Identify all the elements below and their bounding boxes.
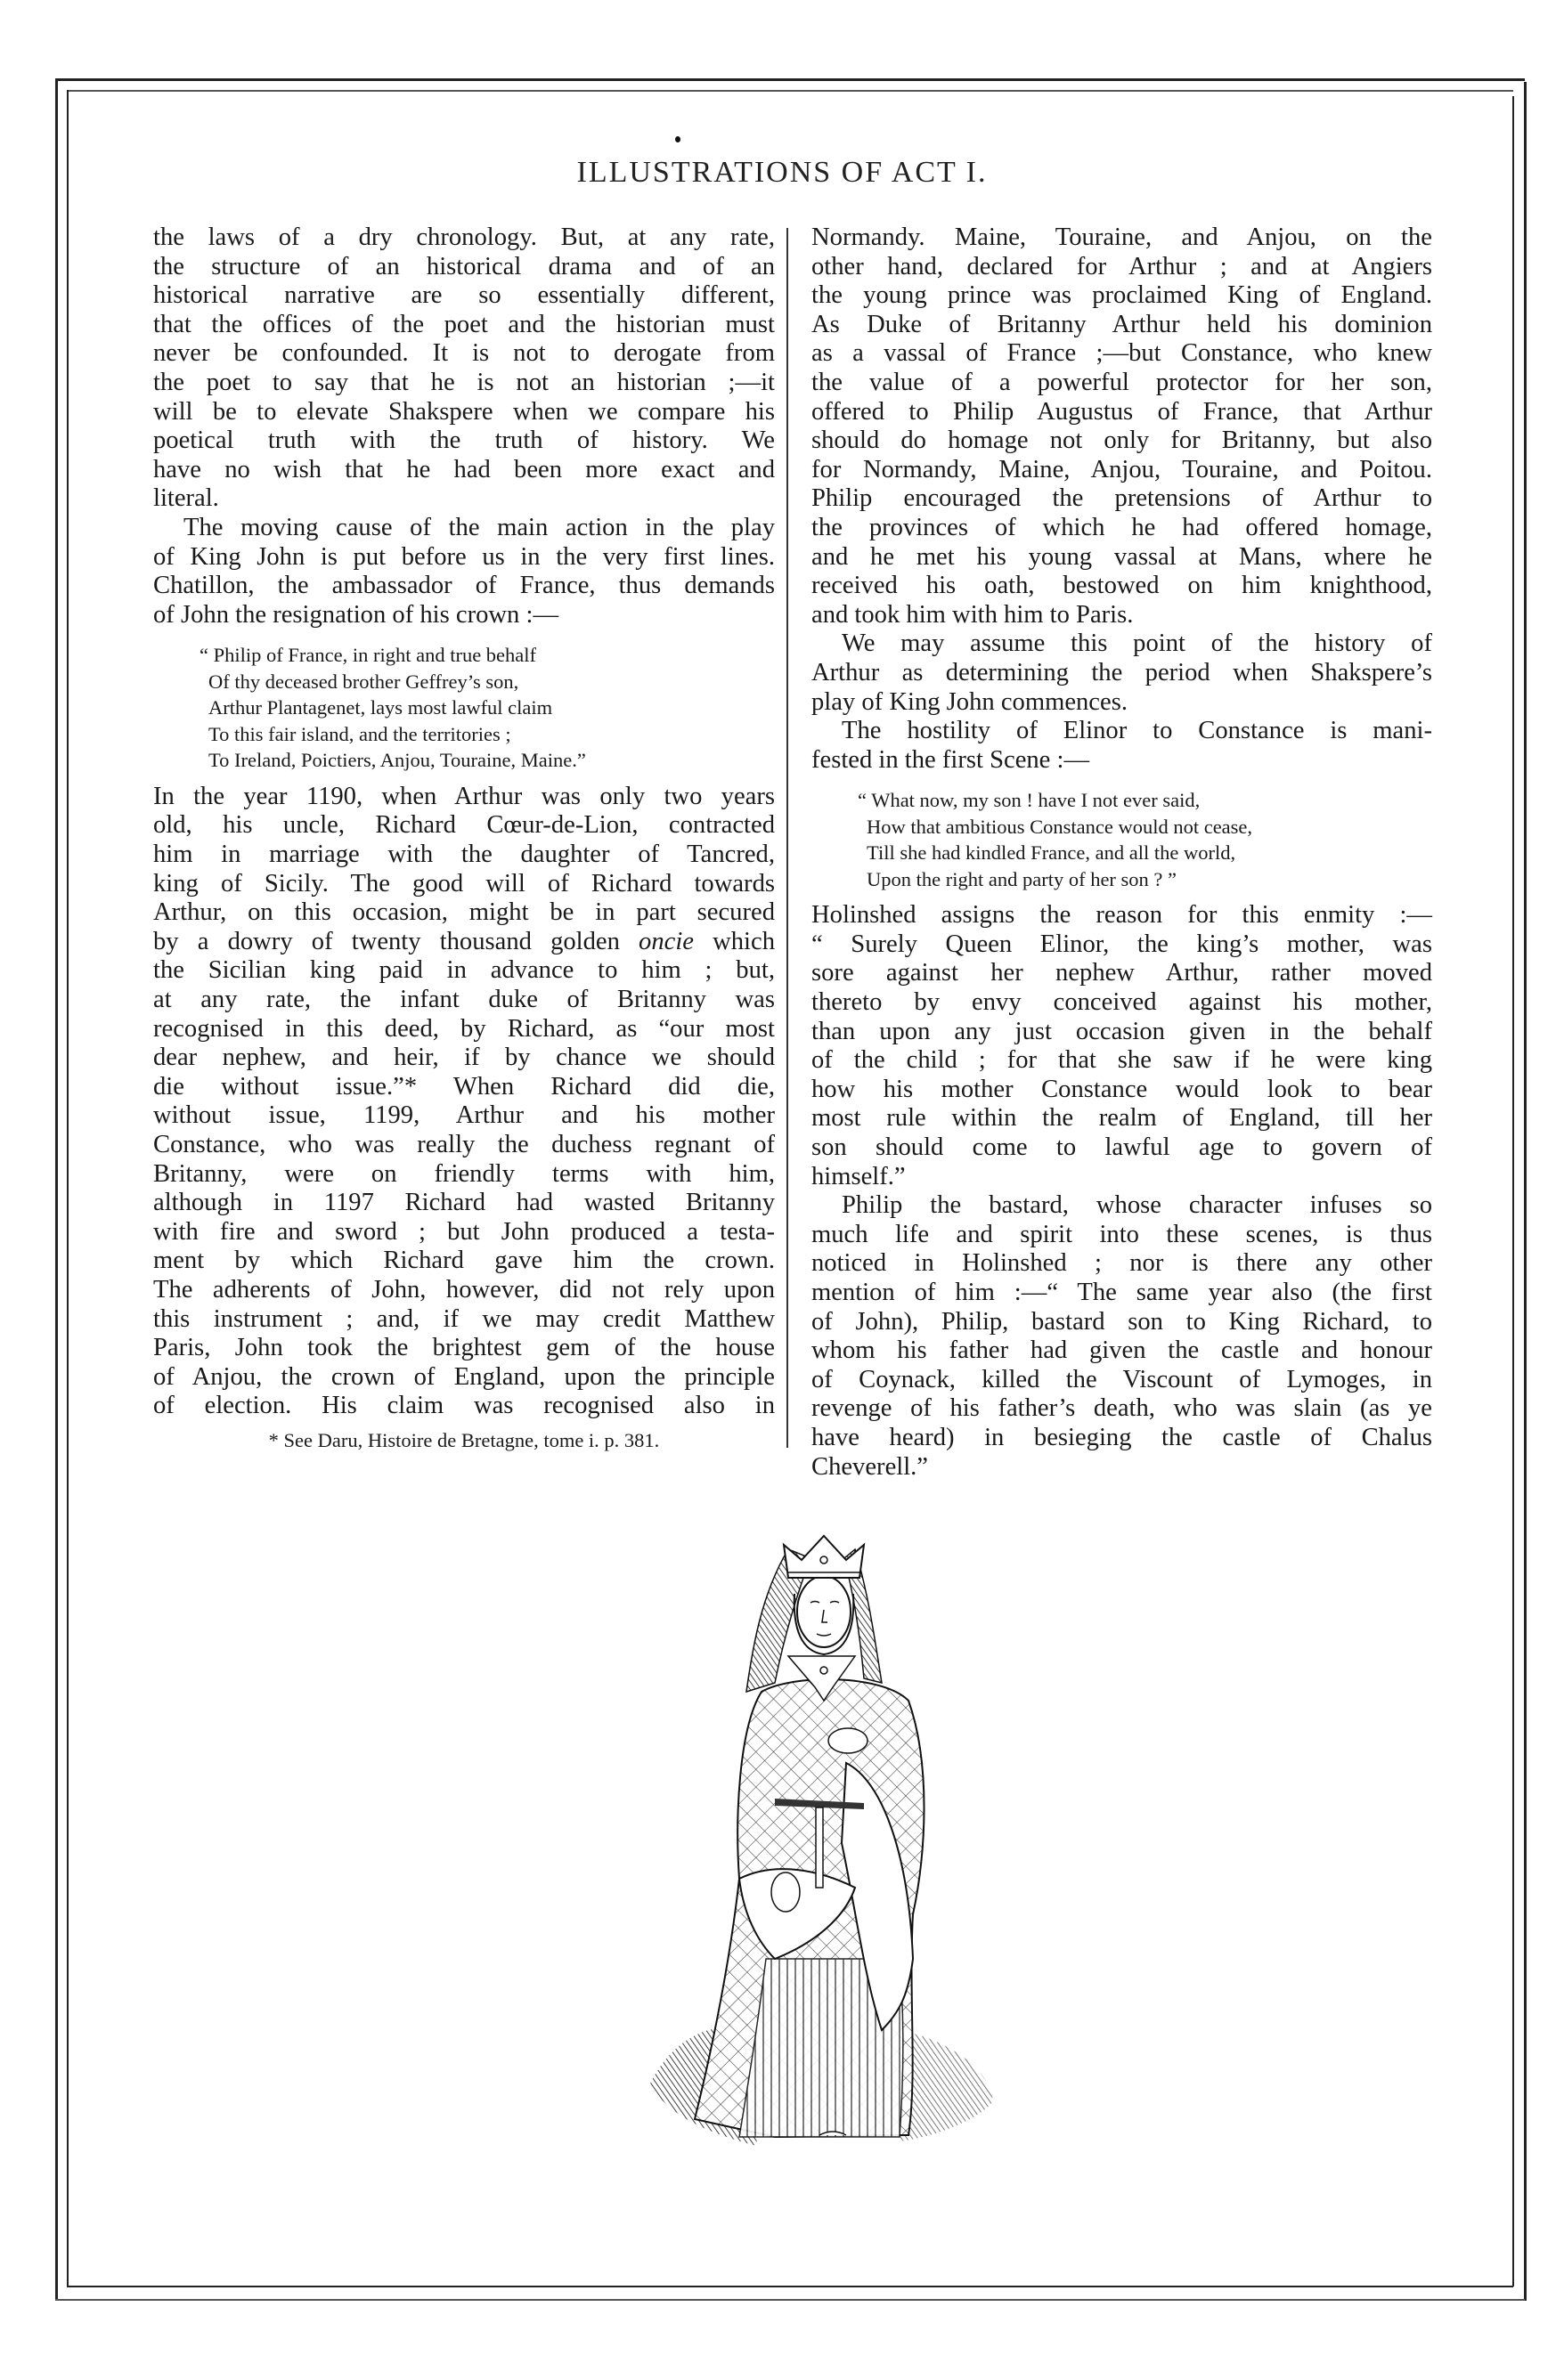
border-outer-right bbox=[1524, 82, 1527, 2301]
text-line: “ Surely Queen Elinor, the king’s mother, was bbox=[811, 930, 1432, 958]
paragraph bbox=[153, 783, 775, 1421]
text-line: The adherents of John, however, did not rely upon bbox=[153, 1275, 775, 1304]
text-line: Philip the bastard, whose character infuses so bbox=[842, 1191, 1432, 1220]
text-line: offered to Philip Augustus of France, that Arthur bbox=[811, 397, 1432, 426]
paragraph bbox=[811, 1191, 1432, 1482]
text-line: dear nephew, and heir, if by chance we should bbox=[153, 1044, 775, 1072]
text-line: Constance, who was really the duchess regnant of bbox=[153, 1130, 775, 1158]
text-line: the young prince was proclaimed King of England. bbox=[811, 281, 1432, 310]
text-line: will be to elevate Shakspere when we compare his bbox=[153, 397, 775, 426]
text-line: literal. bbox=[153, 484, 219, 513]
left-column bbox=[153, 223, 775, 1421]
text-line: of Coynack, killed the Viscount of Lymoges, in bbox=[811, 1365, 1432, 1393]
text-line: As Duke of Britanny Arthur held his dominion bbox=[811, 310, 1432, 338]
text-line: of election. His claim was recognised also in bbox=[153, 1392, 775, 1420]
text-line: of the child ; for that she saw if he were king bbox=[811, 1046, 1432, 1075]
text-line: and took him with him to Paris. bbox=[811, 600, 1134, 629]
footnote: * See Daru, Histoire de Bretagne, tome i. p. 381. bbox=[268, 1429, 660, 1451]
text-line: Arthur, on this occasion, might be in part secured bbox=[153, 898, 775, 927]
text-line: noticed in Holinshed ; nor is there any other bbox=[811, 1249, 1432, 1278]
text-line: the provinces of which he had offered homage, bbox=[811, 513, 1432, 541]
text-line: old, his uncle, Richard Cœur-de-Lion, contracted bbox=[153, 811, 775, 840]
text-line: poetical truth with the truth of history. We bbox=[153, 426, 775, 455]
border-inner-bottom bbox=[67, 2286, 1513, 2287]
text-line: of John), Philip, bastard son to King Richard, to bbox=[811, 1307, 1432, 1336]
text-line: should do homage not only for Britanny, but also bbox=[811, 426, 1432, 455]
text-line: much life and spirit into these scenes, is thus bbox=[811, 1220, 1432, 1248]
text-line: whom his father had given the castle and honour bbox=[811, 1336, 1432, 1365]
text-line: Arthur as determining the period when Shakspere’s bbox=[811, 658, 1432, 686]
verse-line: “ Philip of France, in right and true behalf bbox=[200, 644, 537, 667]
paragraph bbox=[811, 630, 1432, 717]
border-inner-left bbox=[67, 90, 69, 2287]
text-line: son should come to lawful age to govern of bbox=[811, 1133, 1432, 1162]
verse-line: Till she had kindled France, and all the world, bbox=[867, 841, 1236, 865]
text-line: as a vassal of France ;—but Constance, who knew bbox=[811, 339, 1432, 368]
text-line: Paris, John took the brightest gem of the house bbox=[153, 1334, 775, 1362]
text-line: thereto by envy conceived against his mother, bbox=[811, 988, 1432, 1017]
text-line: the structure of an historical drama and of an bbox=[153, 252, 775, 280]
text-line: the Sicilian king paid in advance to him ; but, bbox=[153, 956, 775, 985]
border-inner-right bbox=[1512, 96, 1514, 2287]
right-hand bbox=[771, 1872, 800, 1912]
text-line: received his oath, bestowed on him knighthood, bbox=[811, 572, 1432, 600]
verse-line: “ What now, my son ! have I not ever said, bbox=[858, 789, 1201, 812]
text-line: with fire and sword ; but John produced a testa- bbox=[153, 1217, 775, 1246]
text-line: Normandy. Maine, Touraine, and Anjou, on the bbox=[811, 223, 1432, 251]
text-line: the poet to say that he is not an historian ;—it bbox=[153, 368, 775, 396]
border-outer-left bbox=[55, 78, 58, 2301]
text-line: how his mother Constance would look to bear bbox=[811, 1075, 1432, 1103]
text-line: recognised in this deed, by Richard, as “our most bbox=[153, 1014, 775, 1043]
verse-line: Arthur Plantagenet, lays most lawful claim bbox=[208, 696, 553, 719]
paragraph bbox=[153, 223, 775, 514]
text-line: Cheverell.” bbox=[811, 1452, 928, 1481]
text-line: fested in the first Scene :— bbox=[811, 745, 1090, 774]
belt-strap bbox=[816, 1807, 823, 1888]
text-line: In the year 1190, when Arthur was only two years bbox=[153, 782, 775, 810]
text-line: other hand, declared for Arthur ; and at Angiers bbox=[811, 252, 1432, 280]
left-hand bbox=[828, 1728, 868, 1753]
page-title: ILLUSTRATIONS OF ACT I. bbox=[576, 156, 988, 189]
text-line: him in marriage with the daughter of Tancred, bbox=[153, 841, 775, 868]
text-line: than upon any just occasion given in the behalf bbox=[811, 1017, 1432, 1045]
text-line: never be confounded. It is not to derogate from bbox=[153, 339, 775, 368]
text-fragment: which bbox=[693, 927, 775, 955]
text-line: of John the resignation of his crown :— bbox=[153, 600, 559, 629]
text-line: have heard) in besieging the castle of Chalus bbox=[811, 1423, 1432, 1451]
text-fragment: by a dowry of twenty thousand golden bbox=[153, 927, 639, 955]
text-line: sore against her nephew Arthur, rather moved bbox=[811, 959, 1432, 987]
text-line: although in 1197 Richard had wasted Britanny bbox=[153, 1189, 775, 1217]
paragraph bbox=[153, 514, 775, 630]
text-line: Holinshed assigns the reason for this enmity :— bbox=[811, 901, 1432, 930]
text-line: most rule within the realm of England, till her bbox=[811, 1104, 1432, 1133]
text-line: have no wish that he had been more exact and bbox=[153, 455, 775, 483]
brooch bbox=[820, 1667, 827, 1674]
paragraph bbox=[811, 717, 1432, 775]
verse-quote bbox=[811, 787, 1432, 892]
text-line: for Normandy, Maine, Anjou, Touraine, and Poitou. bbox=[811, 455, 1432, 483]
verse-line: To Ireland, Poictiers, Anjou, Touraine, Maine.” bbox=[208, 749, 586, 772]
verse-line: To this fair island, and the territories ; bbox=[208, 722, 511, 745]
text-line: play of King John commences. bbox=[811, 687, 1128, 716]
text-line: of Anjou, the crown of England, upon the principle bbox=[153, 1362, 775, 1391]
border-outer-bottom bbox=[55, 2299, 1525, 2301]
text-line: without issue, 1199, Arthur and his mother bbox=[153, 1101, 775, 1130]
ornament-dot bbox=[675, 136, 680, 142]
border-inner-top bbox=[67, 90, 1513, 92]
border-outer-top bbox=[55, 78, 1525, 81]
text-line: Britanny, were on friendly terms with him, bbox=[153, 1159, 775, 1188]
verse-line: Of thy deceased brother Geffrey’s son, bbox=[208, 670, 519, 693]
text-line: at any rate, the infant duke of Britanny was bbox=[153, 985, 775, 1013]
text-line: of King John is put before us in the very first lines. bbox=[153, 542, 775, 571]
text-line: Chatillon, the ambassador of France, thus demands bbox=[153, 572, 775, 600]
text-line: that the offices of the poet and the historian must bbox=[153, 310, 775, 338]
text-line: mention of him :—“ The same year also (the first bbox=[811, 1279, 1432, 1306]
text-line: historical narrative are so essentially different, bbox=[153, 281, 775, 310]
verse-line: How that ambitious Constance would not cease, bbox=[867, 815, 1253, 838]
text-line: die without issue.”* When Richard did die, bbox=[153, 1072, 775, 1101]
text-line: The moving cause of the main action in the play bbox=[183, 513, 775, 541]
column-divider bbox=[786, 228, 788, 1448]
paragraph bbox=[811, 223, 1432, 630]
text-line: Philip encouraged the pretensions of Arthur to bbox=[811, 484, 1432, 513]
text-line: the value of a powerful protector for her son, bbox=[811, 368, 1432, 396]
text-line: revenge of his father’s death, who was slain (as ye bbox=[811, 1394, 1432, 1423]
verse-line: Upon the right and party of her son ? ” bbox=[867, 867, 1177, 890]
text-line bbox=[153, 928, 775, 957]
right-column bbox=[811, 223, 1432, 1482]
text-line: himself.” bbox=[811, 1162, 906, 1190]
text-line: The hostility of Elinor to Constance is mani- bbox=[842, 717, 1432, 745]
text-line: king of Sicily. The good will of Richard towards bbox=[153, 869, 775, 898]
text-line: We may assume this point of the history of bbox=[842, 630, 1432, 658]
text-line: the laws of a dry chronology. But, at any rate, bbox=[153, 223, 775, 251]
text-line: this instrument ; and, if we may credit Matthew bbox=[153, 1304, 775, 1333]
italic-word: oncie bbox=[639, 927, 694, 955]
paragraph bbox=[811, 901, 1432, 1191]
text-line: ment by which Richard gave him the crown. bbox=[153, 1247, 775, 1275]
verse-quote bbox=[153, 642, 775, 774]
text-line: and he met his young vassal at Mans, where he bbox=[811, 542, 1432, 571]
queen-engraving-illustration bbox=[641, 1496, 998, 2173]
